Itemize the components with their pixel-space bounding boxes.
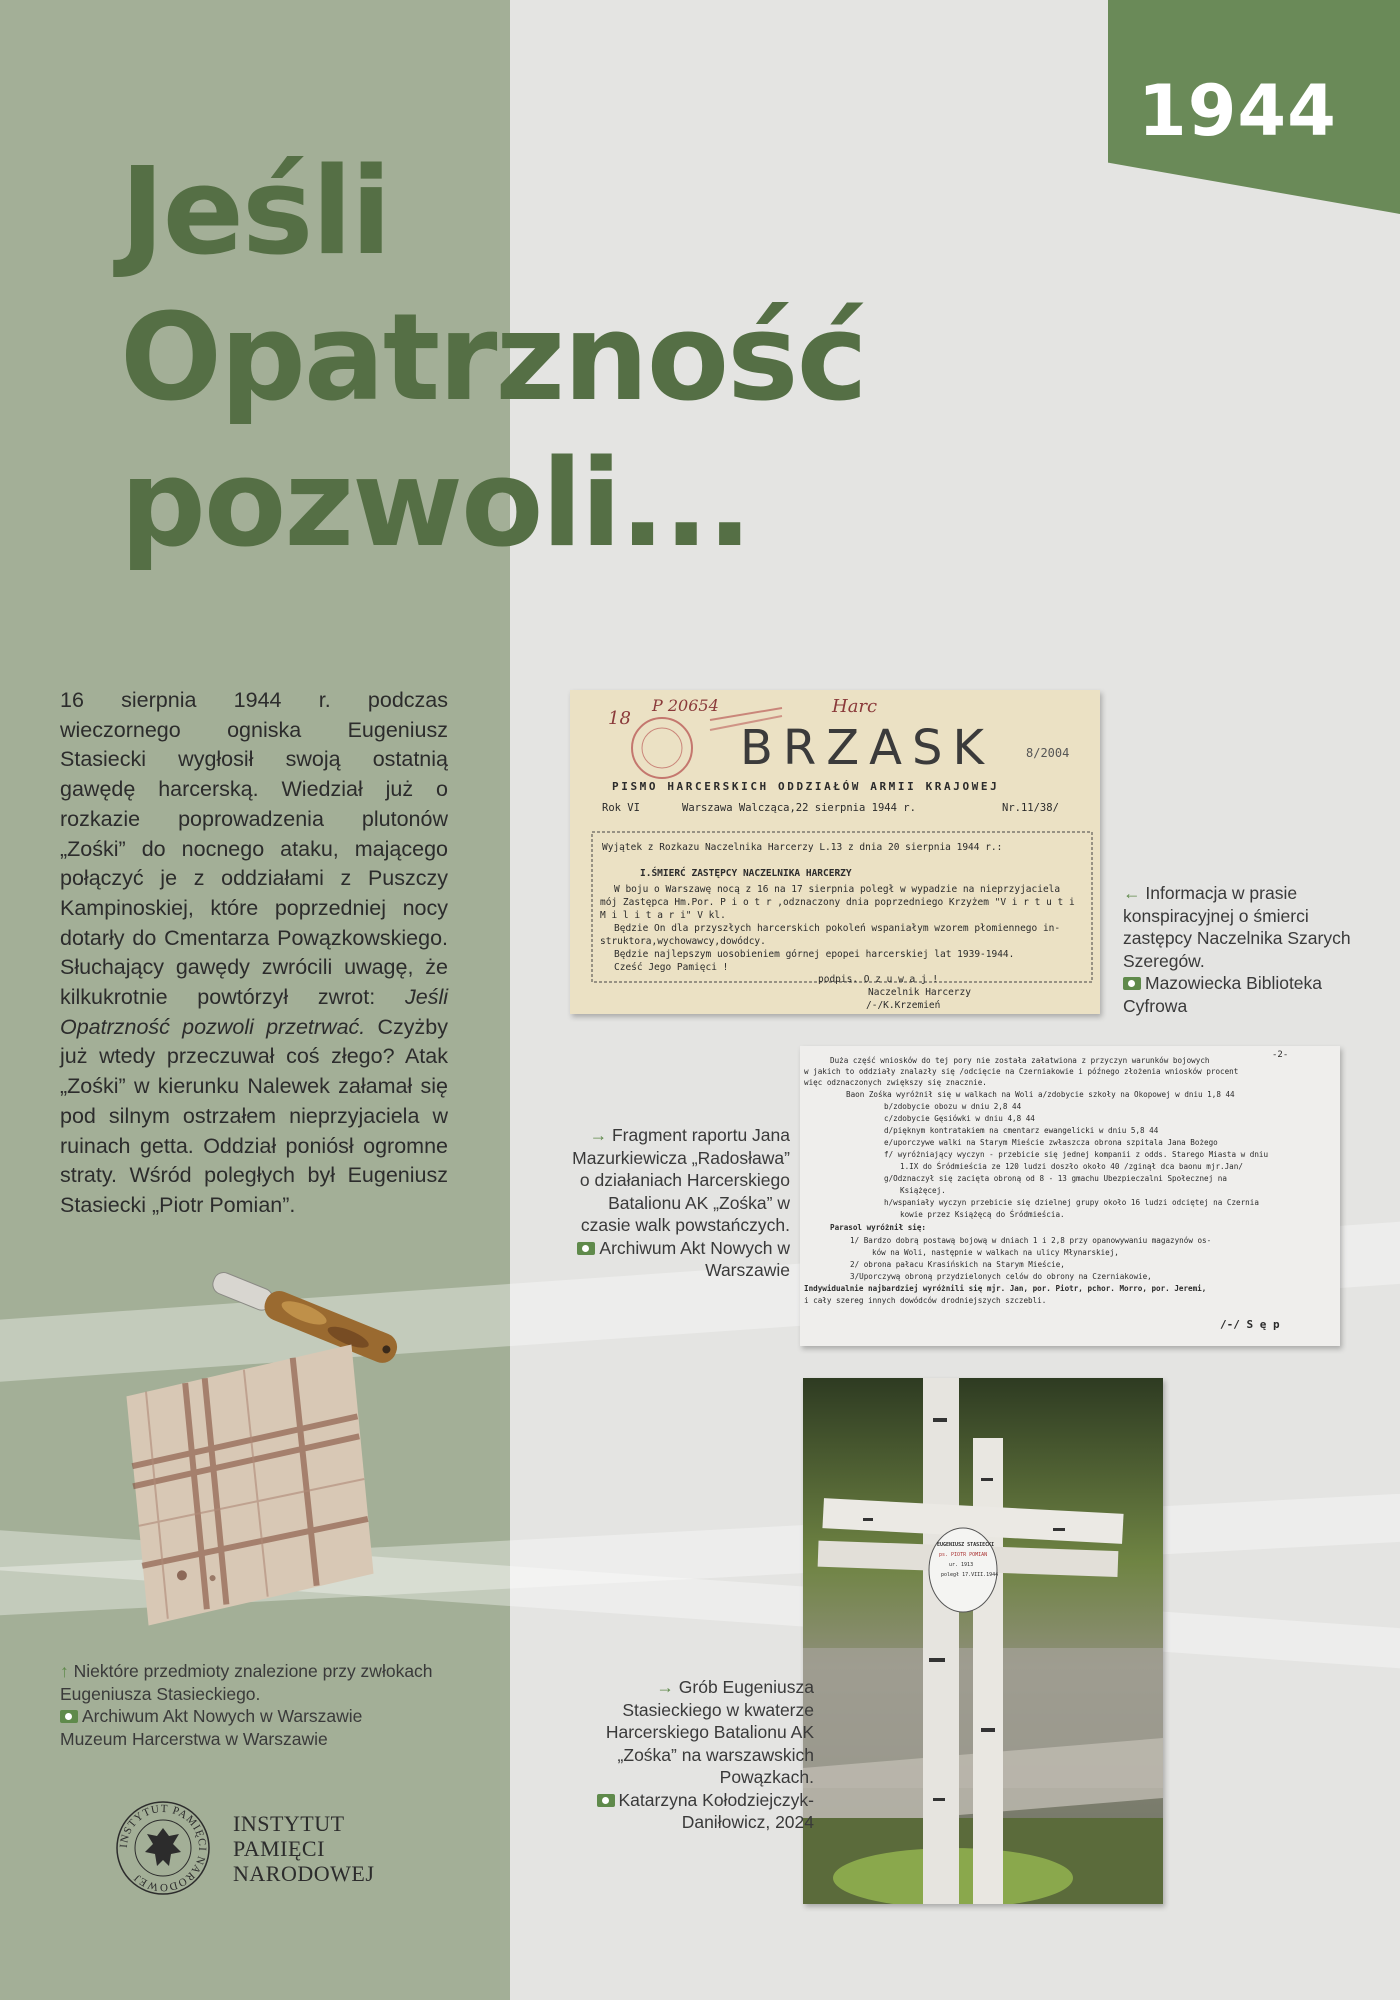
doc-line: mój Zastępca Hm.Por. P i o t r ,odznaczony dnia poprzedniego Krzyżem "V i r t u t i [600, 897, 1075, 908]
handwritten-note: 8/2004 [1026, 746, 1070, 760]
arrow-right-icon: → [656, 1677, 674, 1697]
intro-quote: Jeśli Opatrzność pozwoli przetrwać. [60, 985, 448, 1039]
doc-line: M i l i t a r i" V kl. [600, 910, 726, 921]
plaque-text: ur. 1913 [949, 1562, 974, 1568]
grave-photo-drawing [803, 1378, 1163, 1904]
camera-icon [60, 1710, 78, 1723]
logo-ring-text: INSTYTUT PAMIĘCI NARODOWEJ [117, 1802, 209, 1894]
caption-text: Informacja w prasie konspiracyjnej o śmierci zastępcy Naczelnika Szarych Szeregów. [1123, 883, 1351, 971]
doc-line: struktora,wychowawcy,dowódcy. [600, 936, 766, 947]
doc-line: c/zdobycie Gęsiówki w dniu 4,8 44 [884, 1114, 1035, 1123]
caption-brzask [1123, 882, 1353, 1017]
doc-signature: /-/ S ę p [1220, 1318, 1280, 1331]
doc-line: Baon Zośka wyróżnił się w walkach na Woli a/zdobycie szkoły na Okopowej w dniu 1,8 44 [846, 1090, 1235, 1099]
logo-text [233, 1811, 374, 1886]
caption-text: Grób Eugeniusza Stasieckiego w kwaterze Harcerskiego Batalionu AK „Zośka” na warszawskich Powązkach. [605, 1677, 814, 1787]
brzask-newspaper-image [570, 690, 1100, 1014]
handwritten-note: 18 [608, 708, 631, 729]
doc-line: Książęcej. [900, 1186, 946, 1195]
doc-signature: /-/K.Krzemień [866, 1000, 941, 1011]
plaque-text: ps. PIOTR POMIAN [939, 1552, 988, 1558]
logo-line: INSTYTUT [233, 1810, 345, 1836]
caption-source: Archiwum Akt Nowych w Warszawie [599, 1237, 790, 1280]
logo-line: PAMIĘCI [233, 1835, 325, 1861]
camera-icon [577, 1242, 595, 1255]
title-line: Jeśli [120, 143, 390, 282]
ipn-logo [115, 1800, 374, 1896]
doc-line: 3/Uporczywą obroną przydzielonych celów do obrony na Czerniakowie, [850, 1272, 1152, 1281]
doc-line: Wyjątek z Rozkazu Naczelnika Harcerzy L.13 z dnia 20 sierpnia 1944 r.: [602, 842, 1003, 853]
doc-line: kowie przez Książęcą do Śródmieścia. [900, 1210, 1065, 1219]
doc-line: h/wspaniały wyczyn przebicie się dzielnej grupy około 16 ludzi odciętej na Czernia [884, 1198, 1259, 1207]
arrow-right-icon: → [589, 1125, 608, 1145]
doc-line: ków na Woli, następnie w walkach na ulicy Młynarskiej, [872, 1248, 1119, 1257]
caption-grave [560, 1676, 814, 1834]
intro-text-part: Czyżby już wtedy przeczuwał coś złego? Atak „Zośki” w kierunku Nalewek załamał się pod silnym ostrzałem nieprzyjaciela w ruinach getta. Oddział poniósł ogromne straty. Wśród poległych był Eugeniusz Stasiecki „Piotr Pomian”. [60, 1014, 448, 1217]
plaque-text: EUGENIUSZ STASIECKI [937, 1542, 995, 1548]
handwritten-note: Harc [832, 696, 878, 717]
intro-text-part: 16 sierpnia 1944 r. podczas wieczornego ogniska Eugeniusz Stasiecki wygłosił swoją ostatnią gawędę harcerską. Wiedział już o rozkazie poprowadzenia plutonów „Zośki” do nocnego ataku, mającego połączyć je z oddziałami z Puszczy Kampinoskiej, które poprzedniej nocy dotarły do Cmentarza Powązkowskiego. Słuchający gawędy zwrócili uwagę, że kilkukrotnie powtórzył zwrot: [60, 688, 448, 1010]
doc-line: więc odznaczonych zwiększy się znacznie. [804, 1078, 987, 1087]
issue-year: Rok VI [602, 802, 640, 814]
issue-dateline: Warszawa Walcząca,22 sierpnia 1944 r. [682, 802, 916, 814]
doc-line: Indywidualnie najbardziej wyróżnili się mjr. Jan, por. Piotr, pchor. Morro, por. Jeremi, [804, 1284, 1207, 1293]
issue-number: Nr.11/38/ [1002, 802, 1059, 814]
report-document-image [800, 1046, 1340, 1346]
ipn-emblem-icon [115, 1800, 211, 1896]
doc-line: 2/ obrona pałacu Krasińskich na Starym Mieście, [850, 1260, 1065, 1269]
caption-source: Archiwum Akt Nowych w Warszawie [82, 1706, 363, 1726]
doc-line: Będzie najlepszym uosobieniem górnej epopei harcerskiej lat 1939-1944. [614, 949, 1015, 960]
caption-objects [60, 1660, 480, 1750]
doc-signature: podpis. O z u w a j ! [818, 974, 939, 985]
camera-icon [597, 1794, 615, 1807]
page-title [120, 140, 866, 578]
logo-line: NARODOWEJ [233, 1860, 375, 1886]
doc-line: Cześć Jego Pamięci ! [614, 962, 729, 973]
doc-line: w jakich to oddziały znalazły się /odcięcie na Czerniakowie i późnego złożenia wniosków procent [804, 1067, 1239, 1076]
arrow-up-icon: ↑ [60, 1661, 69, 1681]
masthead: BRZASK [740, 720, 994, 776]
doc-page-mark: -2- [1272, 1050, 1289, 1060]
doc-line: e/uporczywe walki na Starym Mieście zwłaszcza obrona szpitala Jana Bożego [884, 1138, 1218, 1147]
caption-source: Muzeum Harcerstwa w Warszawie [60, 1728, 328, 1749]
caption-report [560, 1124, 790, 1282]
camera-icon [1123, 977, 1141, 990]
year-label: 1944 [1138, 70, 1337, 152]
doc-line: d/pięknym kontratakiem na cmentarz ewangelicki w dniu 5,8 44 [884, 1126, 1159, 1135]
doc-line: 1.IX do Śródmieścia ze 120 ludzi doszło około 40 /zginął dca baonu mjr.Jan/ [900, 1162, 1243, 1171]
doc-line: W boju o Warszawę nocą z 16 na 17 sierpnia poległ w wypadzie na nieprzyjaciela [614, 884, 1061, 895]
caption-source: Mazowiecka Biblioteka Cyfrowa [1123, 973, 1323, 1016]
handkerchief-image [100, 1340, 400, 1630]
doc-line: I.ŚMIERĆ ZASTĘPCY NACZELNIKA HARCERZY [640, 868, 852, 879]
grave-photo [803, 1378, 1163, 1904]
doc-line: f/ wyróżniający wyczyn - przebicie się jednej kompanii z odds. Starego Miasta w dniu [884, 1150, 1269, 1159]
caption-text: Fragment raportu Jana Mazurkiewicza „Radosława” o działaniach Harcerskiego Batalionu AK „Zośka” w czasie walk powstańczych. [572, 1125, 790, 1235]
title-line: pozwoli... [120, 435, 751, 574]
doc-line: b/zdobycie obozu w dniu 2,8 44 [884, 1102, 1022, 1111]
title-line: Opatrzność [120, 289, 866, 428]
doc-line: 1/ Bardzo dobrą postawą bojową w dniach 1 i 2,8 przy opanowywaniu magazynów os- [850, 1236, 1212, 1245]
intro-text [60, 686, 448, 1221]
doc-signature: Naczelnik Harcerzy [868, 987, 971, 998]
plaque-text: poległ 17.VIII.1944 [941, 1572, 999, 1578]
doc-line: Duża część wniosków do tej pory nie została załatwiona z przyczyn warunków bojowych [830, 1056, 1210, 1065]
arrow-left-icon: ← [1123, 883, 1141, 903]
doc-line: Będzie On dla przyszłych harcerskich pokoleń wspaniałym wzorem płomiennego in- [614, 923, 1061, 934]
handwritten-note: P 20654 [652, 696, 719, 715]
newspaper-subtitle: PISMO HARCERSKICH ODDZIAŁÓW ARMII KRAJOWEJ [612, 780, 1000, 793]
doc-line: Parasol wyróżnił się: [830, 1223, 927, 1232]
caption-text: Niektóre przedmioty znalezione przy zwłokach Eugeniusza Stasieckiego. [60, 1661, 433, 1704]
doc-line: g/Odznaczył się zacięta obroną od 8 - 13 gmachu Ubezpieczalni Społecznej na [884, 1174, 1227, 1183]
doc-line: i cały szereg innych dowódców drodniejszych szczebli. [804, 1296, 1047, 1305]
caption-source: Katarzyna Kołodziejczyk-Daniłowicz, 2024 [618, 1789, 814, 1832]
